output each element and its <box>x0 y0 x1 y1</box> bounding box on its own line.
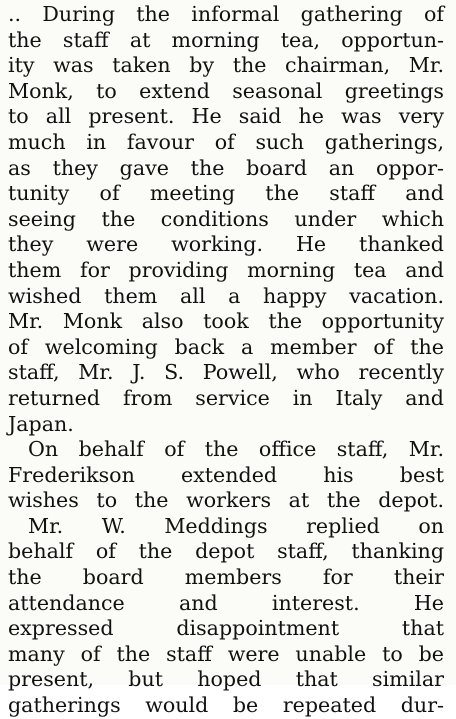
text-line: seeing the conditions under which <box>8 206 444 231</box>
text-line: Mr. W. Meddings replied on <box>28 513 444 538</box>
paragraph-1 <box>8 2 444 437</box>
text-line: expressed disappointment that <box>8 616 444 641</box>
text-line: present, but hoped that similar <box>8 667 444 692</box>
text-line: tunity of meeting the staff and <box>8 181 444 206</box>
text-line: Japan. <box>8 411 74 436</box>
text-line: attendance and interest. He <box>8 590 444 615</box>
text-line: gatherings would be repeated dur- <box>8 693 444 718</box>
text-line: to all present. He said he was very <box>8 104 444 129</box>
text-line: the board members for their <box>8 565 444 590</box>
text-line: they were working. He thanked <box>8 232 444 257</box>
text-line: returned from service in Italy and <box>8 385 444 410</box>
text-line: of welcoming back a member of the <box>8 334 444 359</box>
text-line: much in favour of such gatherings, <box>8 129 444 154</box>
text-line: behalf of the depot staff, thanking <box>8 539 444 564</box>
text-line: Mr. Monk also took the opportunity <box>8 309 444 334</box>
text-line: them for providing morning tea and <box>8 257 444 282</box>
text-line: the staff at morning tea, opportun- <box>8 27 444 52</box>
text-line: staff, Mr. J. S. Powell, who recently <box>8 360 444 385</box>
article-body <box>8 2 444 719</box>
text-line: wishes to the workers at the depot. <box>8 488 444 513</box>
paragraph-3 <box>8 514 444 719</box>
text-line: as they gave the board an oppor- <box>8 155 444 180</box>
text-line: many of the staff were unable to be <box>8 641 444 666</box>
text-line: On behalf of the office staff, Mr. <box>28 437 444 462</box>
text-line: wished them all a happy vacation. <box>8 283 444 308</box>
text-line: Monk, to extend seasonal greetings <box>8 78 444 103</box>
text-line: Frederikson extended his best <box>8 462 444 487</box>
text-line: .. During the informal gathering of <box>8 2 444 26</box>
paragraph-2 <box>8 437 444 514</box>
text-line: ity was taken by the chairman, Mr. <box>8 53 444 78</box>
